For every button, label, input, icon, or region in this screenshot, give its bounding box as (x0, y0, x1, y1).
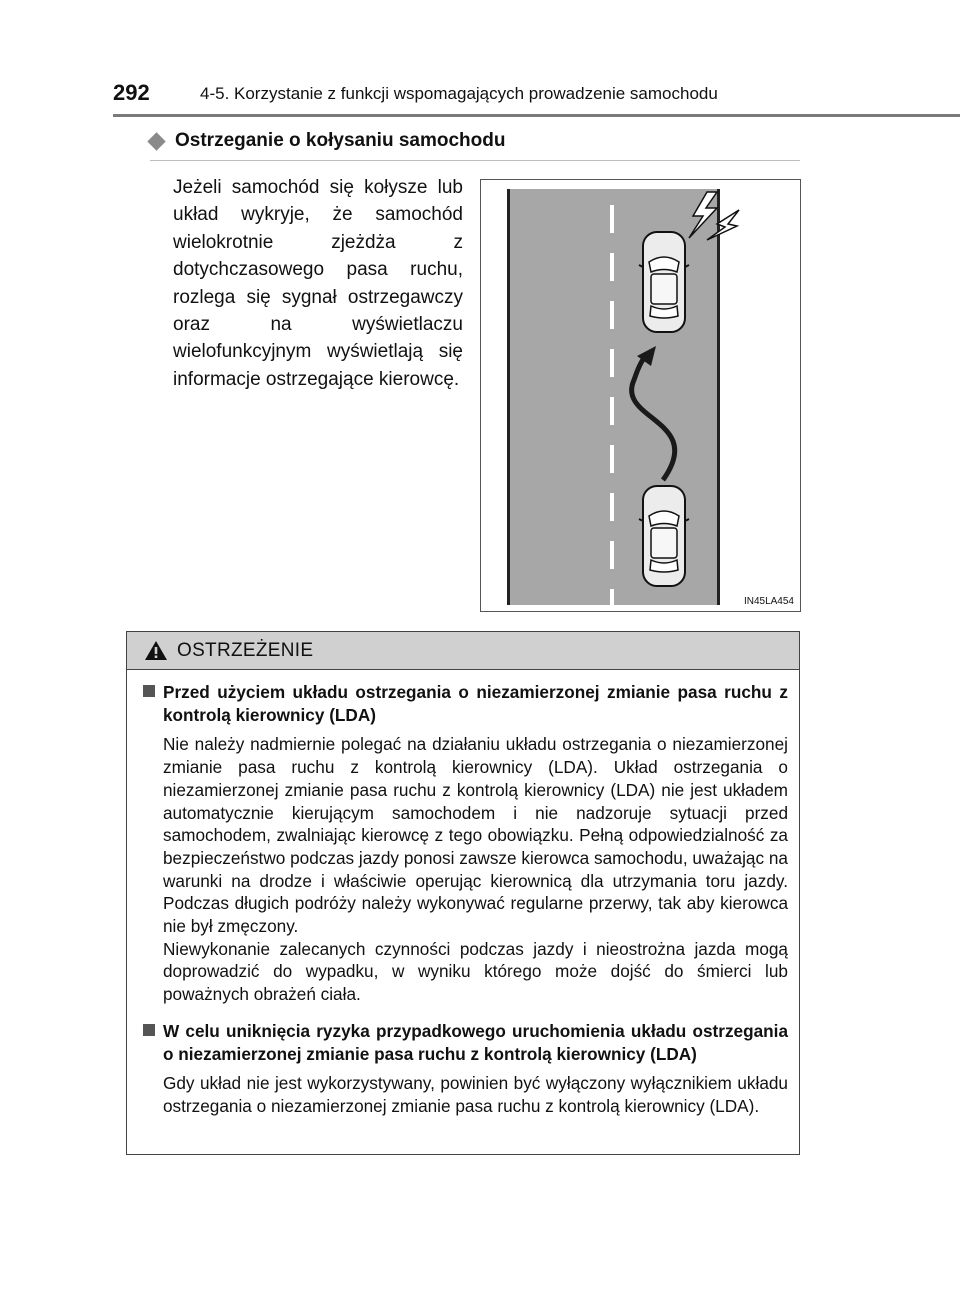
diamond-bullet-icon (147, 132, 165, 150)
section-heading (150, 130, 800, 152)
car-top (639, 232, 689, 332)
warning-item-heading: Przed użyciem układu ostrzegania o niezamierzonej zmianie pasa ruchu z kontrolą kierownicy (LDA) (163, 682, 788, 725)
warning-label: OSTRZEŻENIE (177, 640, 314, 661)
warning-box (126, 631, 800, 1155)
section-title: Ostrzeganie o kołysaniu samochodu (175, 130, 506, 151)
section-divider (150, 160, 800, 161)
lane-dashes (610, 205, 614, 605)
page-header (60, 80, 900, 114)
chapter-title: 4-5. Korzystanie z funkcji wspomagających prowadzenie samochodu (200, 84, 718, 103)
warning-header (127, 632, 799, 670)
car-bottom (639, 486, 689, 586)
figure-code: IN45LA454 (743, 596, 794, 607)
lane-sway-illustration (480, 179, 801, 612)
square-bullet-icon (143, 685, 155, 697)
header-divider (113, 114, 960, 117)
warning-item-2 (143, 1020, 788, 1118)
road-edge-right (717, 189, 720, 605)
warning-item-1 (143, 681, 788, 1006)
section-body: Jeżeli samochód się kołysze lub układ wykryje, że samochód wielokrotnie zjeżdża z dotychczasowego pasa ruchu, rozlega się sygnał ostrzegawczy oraz na wyświetlaczu wielofunkcyjnym wyświetlają się informacje ostrzegające kierowcę. (173, 177, 463, 390)
warning-item-paragraph: Nie należy nadmiernie polegać na działaniu układu ostrzegania o niezamierzonej zmianie pasa ruchu z kontrolą kierownicy (LDA). Układ ostrzegania o niezamierzonej zmianie pasa ruchu z kontrolą kierownicy (LDA) nie jest układem automatycznie kierującym samochodem i nie nadzoruje sytuacji przed samochodem, zwalniając kierowcę z tego obowiązku. Pełną odpowiedzialność za bezpieczeństwo podczas jazdy ponosi zawsze kierowca samochodu, uważając na warunki na drodze i właściwie operując kierownicą dla utrzymania toru jazdy. Podczas długich podróży należy wykonywać regularne przerwy, tak aby kierowca nie był zmęczony. (163, 734, 788, 937)
warning-item-heading: W celu uniknięcia ryzyka przypadkowego uruchomienia układu ostrzegania o niezamierzonej zmianie pasa ruchu z kontrolą kierownicy (LDA) (163, 1021, 788, 1064)
road-diagram (481, 180, 802, 613)
warning-item-paragraph: Niewykonanie zalecanych czynności podczas jazdy i nieostrożna jazda mogą doprowadzić do wypadku, w wyniku którego może dojść do śmierci lub poważnych obrażeń ciała. (163, 938, 788, 1005)
square-bullet-icon (143, 1024, 155, 1036)
warning-triangle-icon (144, 640, 168, 666)
warning-item-paragraph: Gdy układ nie jest wykorzystywany, powinien być wyłączony wyłącznikiem układu ostrzegania o niezamierzonej zmianie pasa ruchu z kontrolą kierownicy (LDA). (163, 1073, 788, 1117)
page-number: 292 (113, 80, 150, 105)
road-edge-left (507, 189, 510, 605)
